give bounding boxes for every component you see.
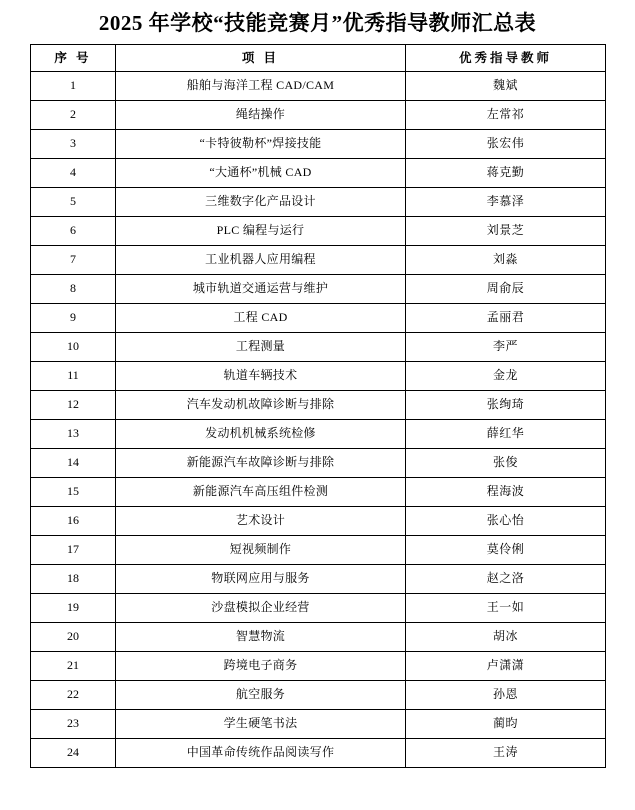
- cell-project: 航空服务: [116, 681, 406, 710]
- cell-teacher: 张心怡: [406, 507, 606, 536]
- cell-index: 14: [31, 449, 116, 478]
- cell-index: 11: [31, 362, 116, 391]
- cell-project: 中国革命传统作品阅读写作: [116, 739, 406, 768]
- cell-project: 三维数字化产品设计: [116, 188, 406, 217]
- cell-teacher: 刘景芝: [406, 217, 606, 246]
- cell-teacher: 左常祁: [406, 101, 606, 130]
- cell-index: 13: [31, 420, 116, 449]
- cell-index: 3: [31, 130, 116, 159]
- cell-project: 船舶与海洋工程 CAD/CAM: [116, 72, 406, 101]
- cell-project: 跨境电子商务: [116, 652, 406, 681]
- table-row: [31, 565, 606, 594]
- cell-project: 绳结操作: [116, 101, 406, 130]
- table-row: [31, 594, 606, 623]
- cell-teacher: 孟丽君: [406, 304, 606, 333]
- cell-project: 艺术设计: [116, 507, 406, 536]
- cell-project: PLC 编程与运行: [116, 217, 406, 246]
- cell-project: 城市轨道交通运营与维护: [116, 275, 406, 304]
- table-row: [31, 478, 606, 507]
- cell-index: 1: [31, 72, 116, 101]
- cell-index: 2: [31, 101, 116, 130]
- document-page: [0, 10, 635, 810]
- table-row: [31, 449, 606, 478]
- cell-teacher: 刘淼: [406, 246, 606, 275]
- cell-teacher: 张俊: [406, 449, 606, 478]
- cell-index: 7: [31, 246, 116, 275]
- cell-project: 学生硬笔书法: [116, 710, 406, 739]
- cell-index: 15: [31, 478, 116, 507]
- table-row: [31, 652, 606, 681]
- cell-teacher: 蒋克勤: [406, 159, 606, 188]
- table-header: [31, 45, 606, 72]
- table-row: [31, 333, 606, 362]
- table-row: [31, 217, 606, 246]
- cell-teacher: 王涛: [406, 739, 606, 768]
- cell-index: 19: [31, 594, 116, 623]
- cell-index: 5: [31, 188, 116, 217]
- cell-project: 新能源汽车故障诊断与排除: [116, 449, 406, 478]
- cell-index: 17: [31, 536, 116, 565]
- cell-teacher: 程海波: [406, 478, 606, 507]
- cell-teacher: 张宏伟: [406, 130, 606, 159]
- cell-index: 23: [31, 710, 116, 739]
- cell-teacher: 胡冰: [406, 623, 606, 652]
- table-row: [31, 275, 606, 304]
- summary-table: [30, 44, 606, 768]
- cell-index: 10: [31, 333, 116, 362]
- cell-index: 9: [31, 304, 116, 333]
- cell-project: 沙盘模拟企业经营: [116, 594, 406, 623]
- cell-project: 轨道车辆技术: [116, 362, 406, 391]
- column-header-teacher: 优秀指导教师: [406, 45, 606, 72]
- table-row: [31, 391, 606, 420]
- cell-teacher: 孙恩: [406, 681, 606, 710]
- cell-index: 8: [31, 275, 116, 304]
- cell-teacher: 卢潇潇: [406, 652, 606, 681]
- table-row: [31, 130, 606, 159]
- cell-project: 新能源汽车高压组件检测: [116, 478, 406, 507]
- table-row: [31, 362, 606, 391]
- table-container: [0, 44, 635, 768]
- cell-project: 物联网应用与服务: [116, 565, 406, 594]
- cell-index: 16: [31, 507, 116, 536]
- cell-index: 4: [31, 159, 116, 188]
- column-header-index: 序 号: [31, 45, 116, 72]
- cell-index: 18: [31, 565, 116, 594]
- cell-project: “卡特彼勒杯”焊接技能: [116, 130, 406, 159]
- table-row: [31, 536, 606, 565]
- cell-teacher: 王一如: [406, 594, 606, 623]
- cell-index: 12: [31, 391, 116, 420]
- table-row: [31, 188, 606, 217]
- cell-teacher: 蔺昀: [406, 710, 606, 739]
- table-row: [31, 507, 606, 536]
- cell-project: “大通杯”机械 CAD: [116, 159, 406, 188]
- column-header-project: 项 目: [116, 45, 406, 72]
- table-row: [31, 72, 606, 101]
- table-body: [31, 72, 606, 768]
- cell-teacher: 周俞辰: [406, 275, 606, 304]
- cell-index: 21: [31, 652, 116, 681]
- cell-project: 发动机机械系统检修: [116, 420, 406, 449]
- table-row: [31, 246, 606, 275]
- table-header-row: [31, 45, 606, 72]
- cell-index: 24: [31, 739, 116, 768]
- cell-project: 短视频制作: [116, 536, 406, 565]
- cell-project: 工程 CAD: [116, 304, 406, 333]
- cell-project: 汽车发动机故障诊断与排除: [116, 391, 406, 420]
- cell-project: 工业机器人应用编程: [116, 246, 406, 275]
- cell-project: 工程测量: [116, 333, 406, 362]
- table-row: [31, 159, 606, 188]
- table-row: [31, 420, 606, 449]
- cell-teacher: 张绚琦: [406, 391, 606, 420]
- table-row: [31, 739, 606, 768]
- cell-teacher: 莫伶俐: [406, 536, 606, 565]
- cell-teacher: 李慕泽: [406, 188, 606, 217]
- cell-index: 20: [31, 623, 116, 652]
- cell-teacher: 李严: [406, 333, 606, 362]
- table-row: [31, 623, 606, 652]
- cell-teacher: 金龙: [406, 362, 606, 391]
- cell-index: 6: [31, 217, 116, 246]
- table-row: [31, 710, 606, 739]
- table-row: [31, 101, 606, 130]
- cell-teacher: 赵之洛: [406, 565, 606, 594]
- cell-index: 22: [31, 681, 116, 710]
- table-row: [31, 681, 606, 710]
- page-title: 2025 年学校“技能竞赛月”优秀指导教师汇总表: [98, 11, 537, 35]
- table-row: [31, 304, 606, 333]
- cell-teacher: 薛红华: [406, 420, 606, 449]
- cell-teacher: 魏斌: [406, 72, 606, 101]
- cell-project: 智慧物流: [116, 623, 406, 652]
